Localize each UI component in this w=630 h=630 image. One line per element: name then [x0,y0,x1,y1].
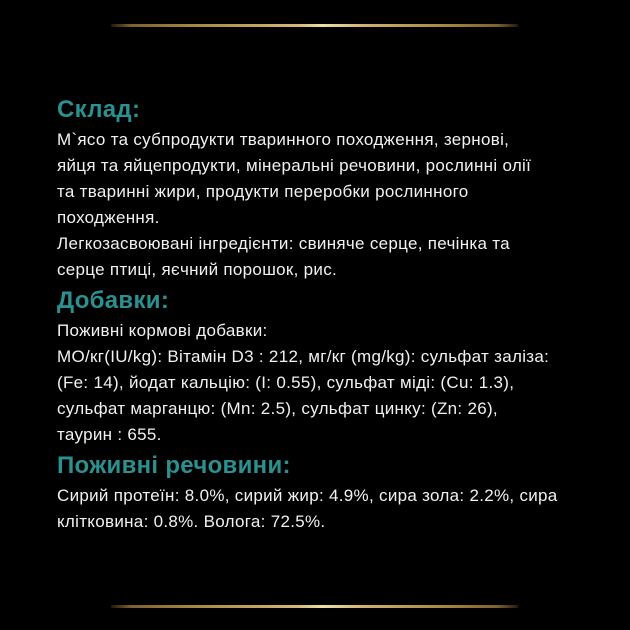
composition-text-line: та тваринні жири, продукти переробки рослинного [57,182,469,201]
additives-text-line: Поживні кормові добавки: [57,321,268,340]
additives-text-line: МО/кг(IU/kg): Вітамін D3 : 212, мг/кг (mg/kg): сульфат заліза: [57,347,550,366]
label-content-panel [57,97,617,535]
composition-text-line: Легкозасвоювані інгредієнти: свиняче серце, печінка та [57,234,510,253]
additives-heading: Добавки: [57,287,170,314]
nutrients-heading: Поживні речовини: [57,452,291,479]
additives-text-line: (Fe: 14), йодат кальцію: (I: 0.55), сульфат міді: (Cu: 1.3), [57,373,515,392]
composition-text-line: походження. [57,208,160,227]
top-divider-line [111,24,518,27]
composition-text-line: серце птиці, яєчний порошок, рис. [57,260,338,279]
composition-text-line: яйця та яйцепродукти, мінеральні речовини, рослинні олії [57,156,532,175]
section-nutrients [57,453,617,535]
composition-text-line: М`ясо та субпродукти тваринного походження, зернові, [57,130,510,149]
additives-text-line: таурин : 655. [57,425,162,444]
additives-text-line: сульфат марганцю: (Mn: 2.5), сульфат цинку: (Zn: 26), [57,399,498,418]
composition-heading: Склад: [57,96,141,123]
nutrients-text-line: клітковина: 0.8%. Волога: 72.5%. [57,512,326,531]
nutrients-text-line: Сирий протеїн: 8.0%, сирий жир: 4.9%, сира зола: 2.2%, сира [57,486,558,505]
section-composition [57,97,617,283]
section-additives [57,288,617,448]
bottom-divider-line [111,605,518,608]
